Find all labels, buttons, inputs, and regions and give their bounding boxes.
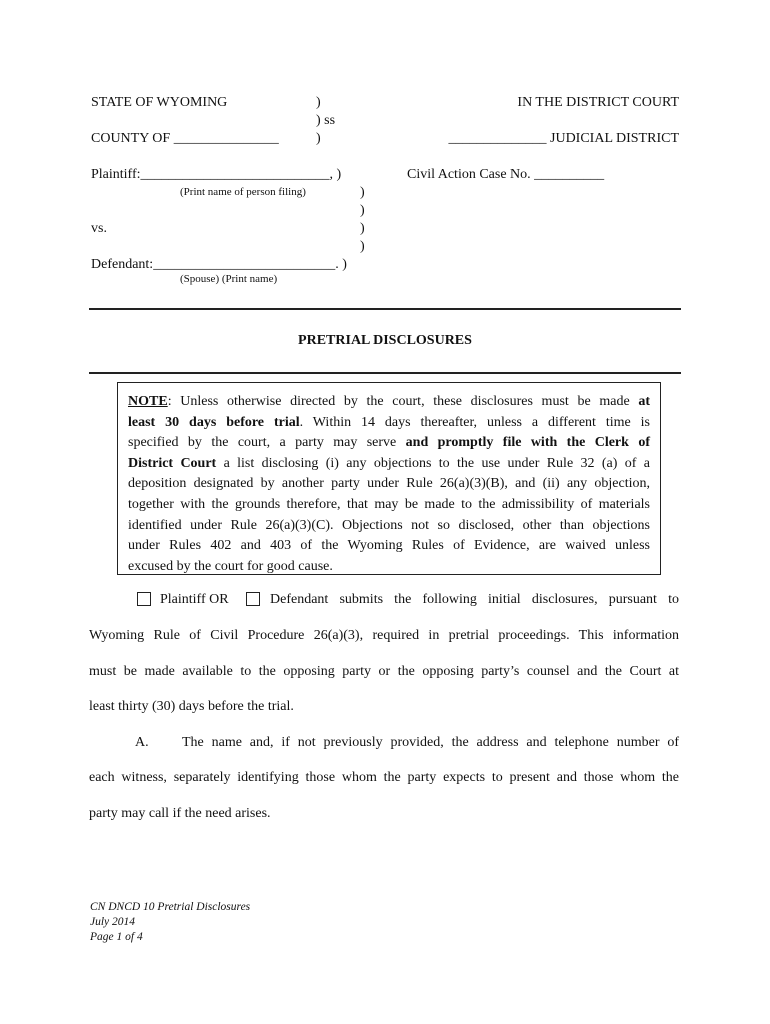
- plaintiff-hint: (Print name of person filing): [180, 186, 306, 198]
- item-a-text: party may call if the need arises.: [89, 806, 271, 821]
- defendant-field[interactable]: Defendant:__________________________. ): [91, 257, 347, 272]
- state-label: STATE OF WYOMING: [91, 95, 228, 110]
- note-line: [128, 392, 650, 413]
- ss-paren: ): [316, 131, 321, 146]
- divider-bottom: [89, 372, 681, 374]
- note-line: [128, 454, 650, 475]
- note-box: [117, 382, 661, 575]
- footer-page-number: Page 1 of 4: [90, 931, 143, 943]
- judicial-district-field[interactable]: ______________ JUDICIAL DISTRICT: [448, 131, 679, 146]
- court-label: IN THE DISTRICT COURT: [517, 95, 679, 110]
- plaintiff-or-label: Plaintiff OR: [160, 592, 229, 607]
- ss-label: ) ss: [316, 113, 336, 128]
- plaintiff-checkbox[interactable]: [137, 592, 151, 606]
- caption-paren: ): [360, 203, 365, 218]
- defendant-submits-text: Defendant submits the following initial disclosures, pursuant to: [270, 592, 679, 607]
- caption-paren: ): [360, 185, 365, 200]
- paragraph-line: least thirty (30) days before the trial.: [89, 699, 294, 714]
- note-emphasis: at: [638, 394, 650, 409]
- page-title: PRETRIAL DISCLOSURES: [298, 333, 472, 348]
- note-emphasis: and promptly file with the Clerk of: [405, 435, 650, 451]
- plaintiff-field[interactable]: Plaintiff:___________________________, ): [91, 167, 342, 182]
- divider-top: [89, 308, 681, 310]
- note-text: . Within 14 days thereafter, unless a different time is: [299, 414, 650, 430]
- note-line: [128, 413, 650, 434]
- caption-paren: ): [360, 239, 365, 254]
- note-line: identified under Rule 26(a)(3)(C). Objections not so disclosed, other than objections: [128, 517, 650, 533]
- county-field[interactable]: COUNTY OF _______________: [91, 131, 279, 146]
- note-line: [128, 433, 650, 454]
- paragraph-line: Wyoming Rule of Civil Procedure 26(a)(3), required in pretrial proceedings. This information: [89, 628, 679, 643]
- note-line: under Rules 402 and 403 of the Wyoming Rules of Evidence, are waived unless: [128, 538, 650, 554]
- civil-action-field[interactable]: Civil Action Case No. __________: [407, 167, 605, 182]
- note-text: a list disclosing (i) any objections to the use under Rule 32 (a) of a: [216, 455, 650, 471]
- paragraph-line: must be made available to the opposing party or the opposing party’s counsel and the Court at: [89, 664, 679, 679]
- footer-date: July 2014: [90, 916, 136, 928]
- item-a-text: each witness, separately identifying those whom the party expects to present and those whom the: [89, 770, 679, 785]
- note-text: specified by the court, a party may serve: [128, 435, 406, 451]
- item-a-text: The name and, if not previously provided, the address and telephone number of: [182, 735, 679, 750]
- vs-label: vs.: [91, 221, 107, 236]
- note-emphasis: District Court: [128, 455, 217, 471]
- footer-form-id: CN DNCD 10 Pretrial Disclosures: [90, 901, 251, 913]
- note-line: together with the grounds therefore, that may be made to the admissibility of materials: [128, 496, 650, 512]
- note-line: excused by the court for good cause.: [128, 558, 333, 574]
- defendant-hint: (Spouse) (Print name): [180, 273, 278, 285]
- caption-paren: ): [360, 221, 365, 236]
- defendant-checkbox[interactable]: [246, 592, 260, 606]
- ss-paren: ): [316, 95, 321, 110]
- note-line: deposition designated by another party under Rule 26(a)(3)(B), and (ii) any objection,: [128, 476, 650, 492]
- note-text: : Unless otherwise directed by the court, these disclosures must be made: [167, 394, 639, 409]
- note-emphasis: least 30 days before trial: [128, 414, 300, 430]
- item-a-label: A.: [135, 735, 149, 750]
- note-label: NOTE: [128, 394, 168, 409]
